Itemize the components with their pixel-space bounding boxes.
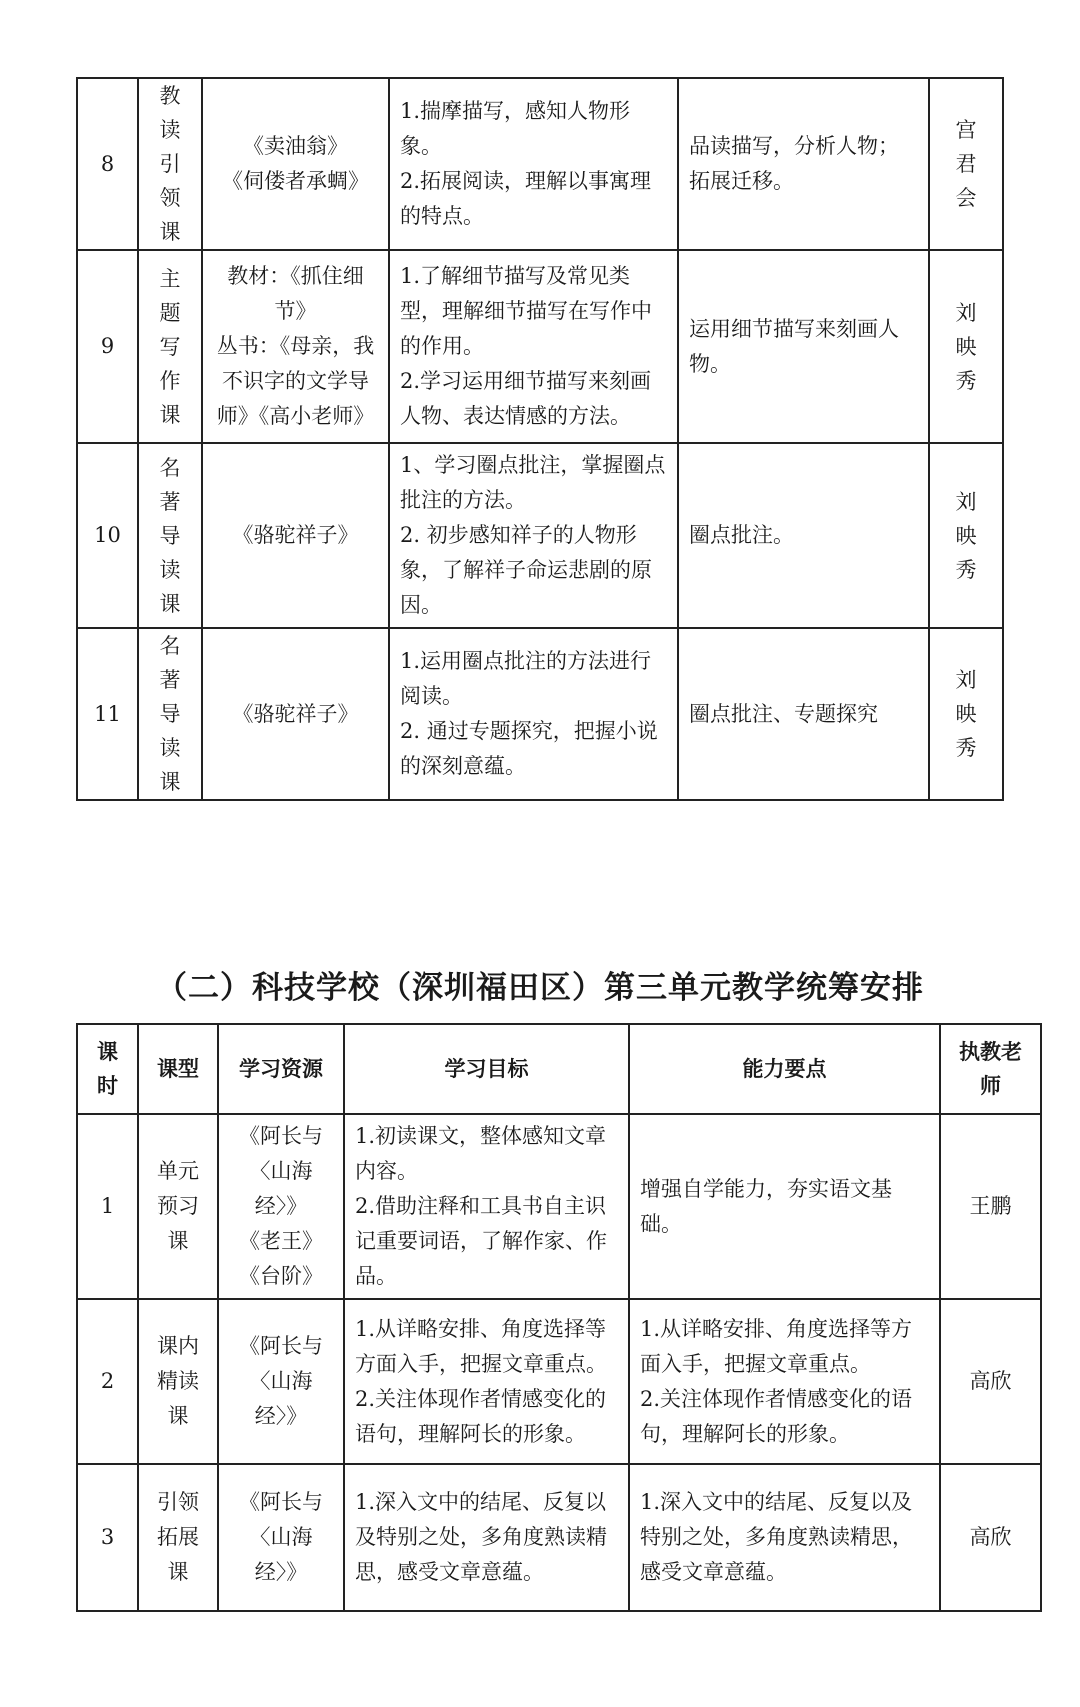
table-row	[77, 443, 1003, 628]
resource-line: 《阿长与〈山海经〉》	[239, 1124, 323, 1218]
header-teacher: 执教老师	[940, 1024, 1041, 1114]
teacher-cell	[929, 628, 1003, 800]
goal-line: 2.借助注释和工具书自主识记重要词语，了解作家、作品。	[355, 1194, 607, 1288]
goal-line: 1.了解细节描写及常见类型，理解细节描写在写作中的作用。	[400, 264, 652, 358]
goal-cell	[344, 1464, 629, 1611]
resource-cell	[202, 628, 389, 800]
header-type: 课型	[138, 1024, 218, 1114]
lesson-type-char: 导	[159, 702, 181, 726]
period-cell: 10	[77, 443, 138, 628]
header-ability: 能力要点	[629, 1024, 940, 1114]
lesson-type-char: 写	[159, 334, 181, 359]
ability-line: 品读描写，分析人物；	[689, 134, 899, 158]
resource-line: 《台阶》	[239, 1264, 323, 1288]
teacher-char: 刘	[955, 489, 977, 514]
period-cell: 9	[77, 250, 138, 443]
teacher-cell	[929, 250, 1003, 443]
period-cell: 11	[77, 628, 138, 800]
lesson-type-char: 名	[159, 455, 181, 480]
goal-cell	[389, 443, 678, 628]
teacher-char: 映	[955, 523, 977, 548]
ability-cell	[678, 443, 929, 628]
ability-line: 拓展迁移。	[689, 169, 794, 193]
table-row	[77, 1299, 1041, 1464]
resource-cell	[218, 1114, 344, 1299]
resource-line: 《伺偻者承蜩》	[222, 169, 369, 193]
table-row	[77, 628, 1003, 800]
lesson-type-cell	[138, 250, 202, 443]
ability-cell	[629, 1114, 940, 1299]
teacher-char: 刘	[955, 668, 977, 692]
ability-cell	[678, 78, 929, 250]
lesson-type-cell	[138, 628, 202, 800]
ability-line: 圈点批注。	[689, 523, 794, 547]
lesson-type-char: 领	[159, 186, 181, 210]
teacher-char: 刘	[955, 300, 977, 325]
teacher-cell: 高欣	[940, 1464, 1041, 1611]
ability-cell	[629, 1299, 940, 1464]
resource-line: 《老王》	[239, 1229, 323, 1253]
lesson-type-char: 课	[159, 770, 181, 794]
resource-line: 《卖油翁》	[243, 134, 348, 158]
teacher-cell	[929, 443, 1003, 628]
resource-cell	[202, 78, 389, 250]
lesson-type-char: 读	[159, 557, 181, 582]
section-title: （二）科技学校（深圳福田区）第三单元教学统筹安排	[156, 970, 924, 1006]
teacher-char: 秀	[955, 736, 977, 760]
resource-cell	[202, 443, 389, 628]
goal-cell	[389, 78, 678, 250]
resource-line: 《阿长与〈山海经〉》	[239, 1334, 323, 1428]
lesson-type-cell	[138, 443, 202, 628]
goal-line: 2. 通过专题探究，把握小说的深刻意蕴。	[400, 719, 658, 778]
header-resource: 学习资源	[218, 1024, 344, 1114]
lesson-type-char: 引	[159, 152, 181, 176]
goal-cell	[344, 1299, 629, 1464]
table-row	[77, 1464, 1041, 1611]
ability-cell	[629, 1464, 940, 1611]
lesson-type-cell: 课内精读课	[138, 1299, 218, 1464]
lesson-type-char: 名	[159, 634, 181, 658]
goal-line: 2.拓展阅读，理解以事寓理的特点。	[400, 169, 652, 228]
teacher-cell: 高欣	[940, 1299, 1041, 1464]
goal-line: 1.运用圈点批注的方法进行阅读。	[400, 649, 652, 708]
table-row	[77, 250, 1003, 443]
lesson-type-cell: 引领拓展课	[138, 1464, 218, 1611]
lesson-type-char: 题	[159, 300, 181, 325]
header-period: 课时	[77, 1024, 138, 1114]
lesson-type-char: 导	[159, 523, 181, 548]
schedule-table-continued	[76, 77, 1004, 801]
table-row	[77, 78, 1003, 250]
lesson-type-char: 课	[159, 220, 181, 244]
unit-three-table-body	[77, 1114, 1041, 1611]
lesson-type-cell: 单元预习课	[138, 1114, 218, 1299]
lesson-type-char: 课	[159, 591, 181, 616]
lesson-type-char: 著	[159, 489, 181, 514]
teacher-char: 映	[955, 334, 977, 359]
resource-line: 教材：《抓住细节》	[227, 264, 364, 323]
ability-line: 2.关注体现作者情感变化的语句，理解阿长的形象。	[640, 1386, 913, 1446]
teacher-char: 秀	[955, 557, 977, 582]
goal-line: 1、学习圈点批注，掌握圈点批注的方法。	[400, 453, 666, 512]
teacher-cell	[929, 78, 1003, 250]
goal-line: 1.初读课文，整体感知文章内容。	[355, 1124, 607, 1183]
goal-cell	[344, 1114, 629, 1299]
ability-cell	[678, 250, 929, 443]
lesson-type-char: 课	[159, 402, 181, 427]
ability-line: 圈点批注、专题探究	[689, 701, 878, 726]
ability-line: 1.从详略安排、角度选择等方面入手，把握文章重点。	[640, 1316, 913, 1376]
period-cell: 2	[77, 1299, 138, 1464]
ability-line: 增强自学能力，夯实语文基础。	[640, 1176, 892, 1236]
resource-line: 《阿长与〈山海经〉》	[239, 1490, 323, 1584]
goal-cell	[389, 250, 678, 443]
goal-line: 1.深入文中的结尾、反复以及特别之处，多角度熟读精思，感受文章意蕴。	[355, 1490, 607, 1584]
lesson-type-cell	[138, 78, 202, 250]
ability-cell	[678, 628, 929, 800]
teacher-char: 秀	[955, 368, 977, 393]
period-cell: 8	[77, 78, 138, 250]
header-goal: 学习目标	[344, 1024, 629, 1114]
ability-line: 1.深入文中的结尾、反复以及特别之处，多角度熟读精思，感受文章意蕴。	[640, 1490, 913, 1584]
lesson-type-char: 主	[159, 266, 181, 291]
period-cell: 3	[77, 1464, 138, 1611]
teacher-cell: 王鹏	[940, 1114, 1041, 1299]
goal-line: 2.学习运用细节描写来刻画人物、表达情感的方法。	[400, 369, 652, 428]
goal-line: 2. 初步感知祥子的人物形象，了解祥子命运悲剧的原因。	[400, 523, 652, 617]
resource-line: 《骆驼祥子》	[232, 523, 359, 547]
resource-cell	[218, 1299, 344, 1464]
resource-line: 《骆驼祥子》	[232, 701, 359, 726]
goal-cell	[389, 628, 678, 800]
teacher-char: 会	[955, 186, 977, 210]
schedule-table-body	[77, 78, 1003, 800]
table-row	[77, 1114, 1041, 1299]
teacher-char: 映	[955, 702, 977, 726]
unit-three-schedule-table	[76, 1023, 1042, 1612]
teacher-char: 宫	[955, 118, 977, 142]
resource-cell	[218, 1464, 344, 1611]
lesson-type-char: 教	[159, 84, 181, 108]
resource-line: 丛书：《母亲，我不识字的文学导师》《高小老师》	[216, 334, 375, 428]
goal-line: 1.从详略安排、角度选择等方面入手，把握文章重点。2.关注体现作者情感变化的语句，理解阿长的形象。	[355, 1316, 607, 1446]
teacher-char: 君	[955, 152, 977, 176]
lesson-type-char: 作	[159, 368, 181, 393]
lesson-type-char: 著	[159, 668, 181, 692]
period-cell: 1	[77, 1114, 138, 1299]
lesson-type-char: 读	[159, 118, 181, 142]
resource-cell	[202, 250, 389, 443]
ability-line: 运用细节描写来刻画人物。	[689, 316, 899, 376]
goal-line: 1.揣摩描写，感知人物形象。	[400, 99, 631, 158]
lesson-type-char: 读	[159, 736, 181, 760]
